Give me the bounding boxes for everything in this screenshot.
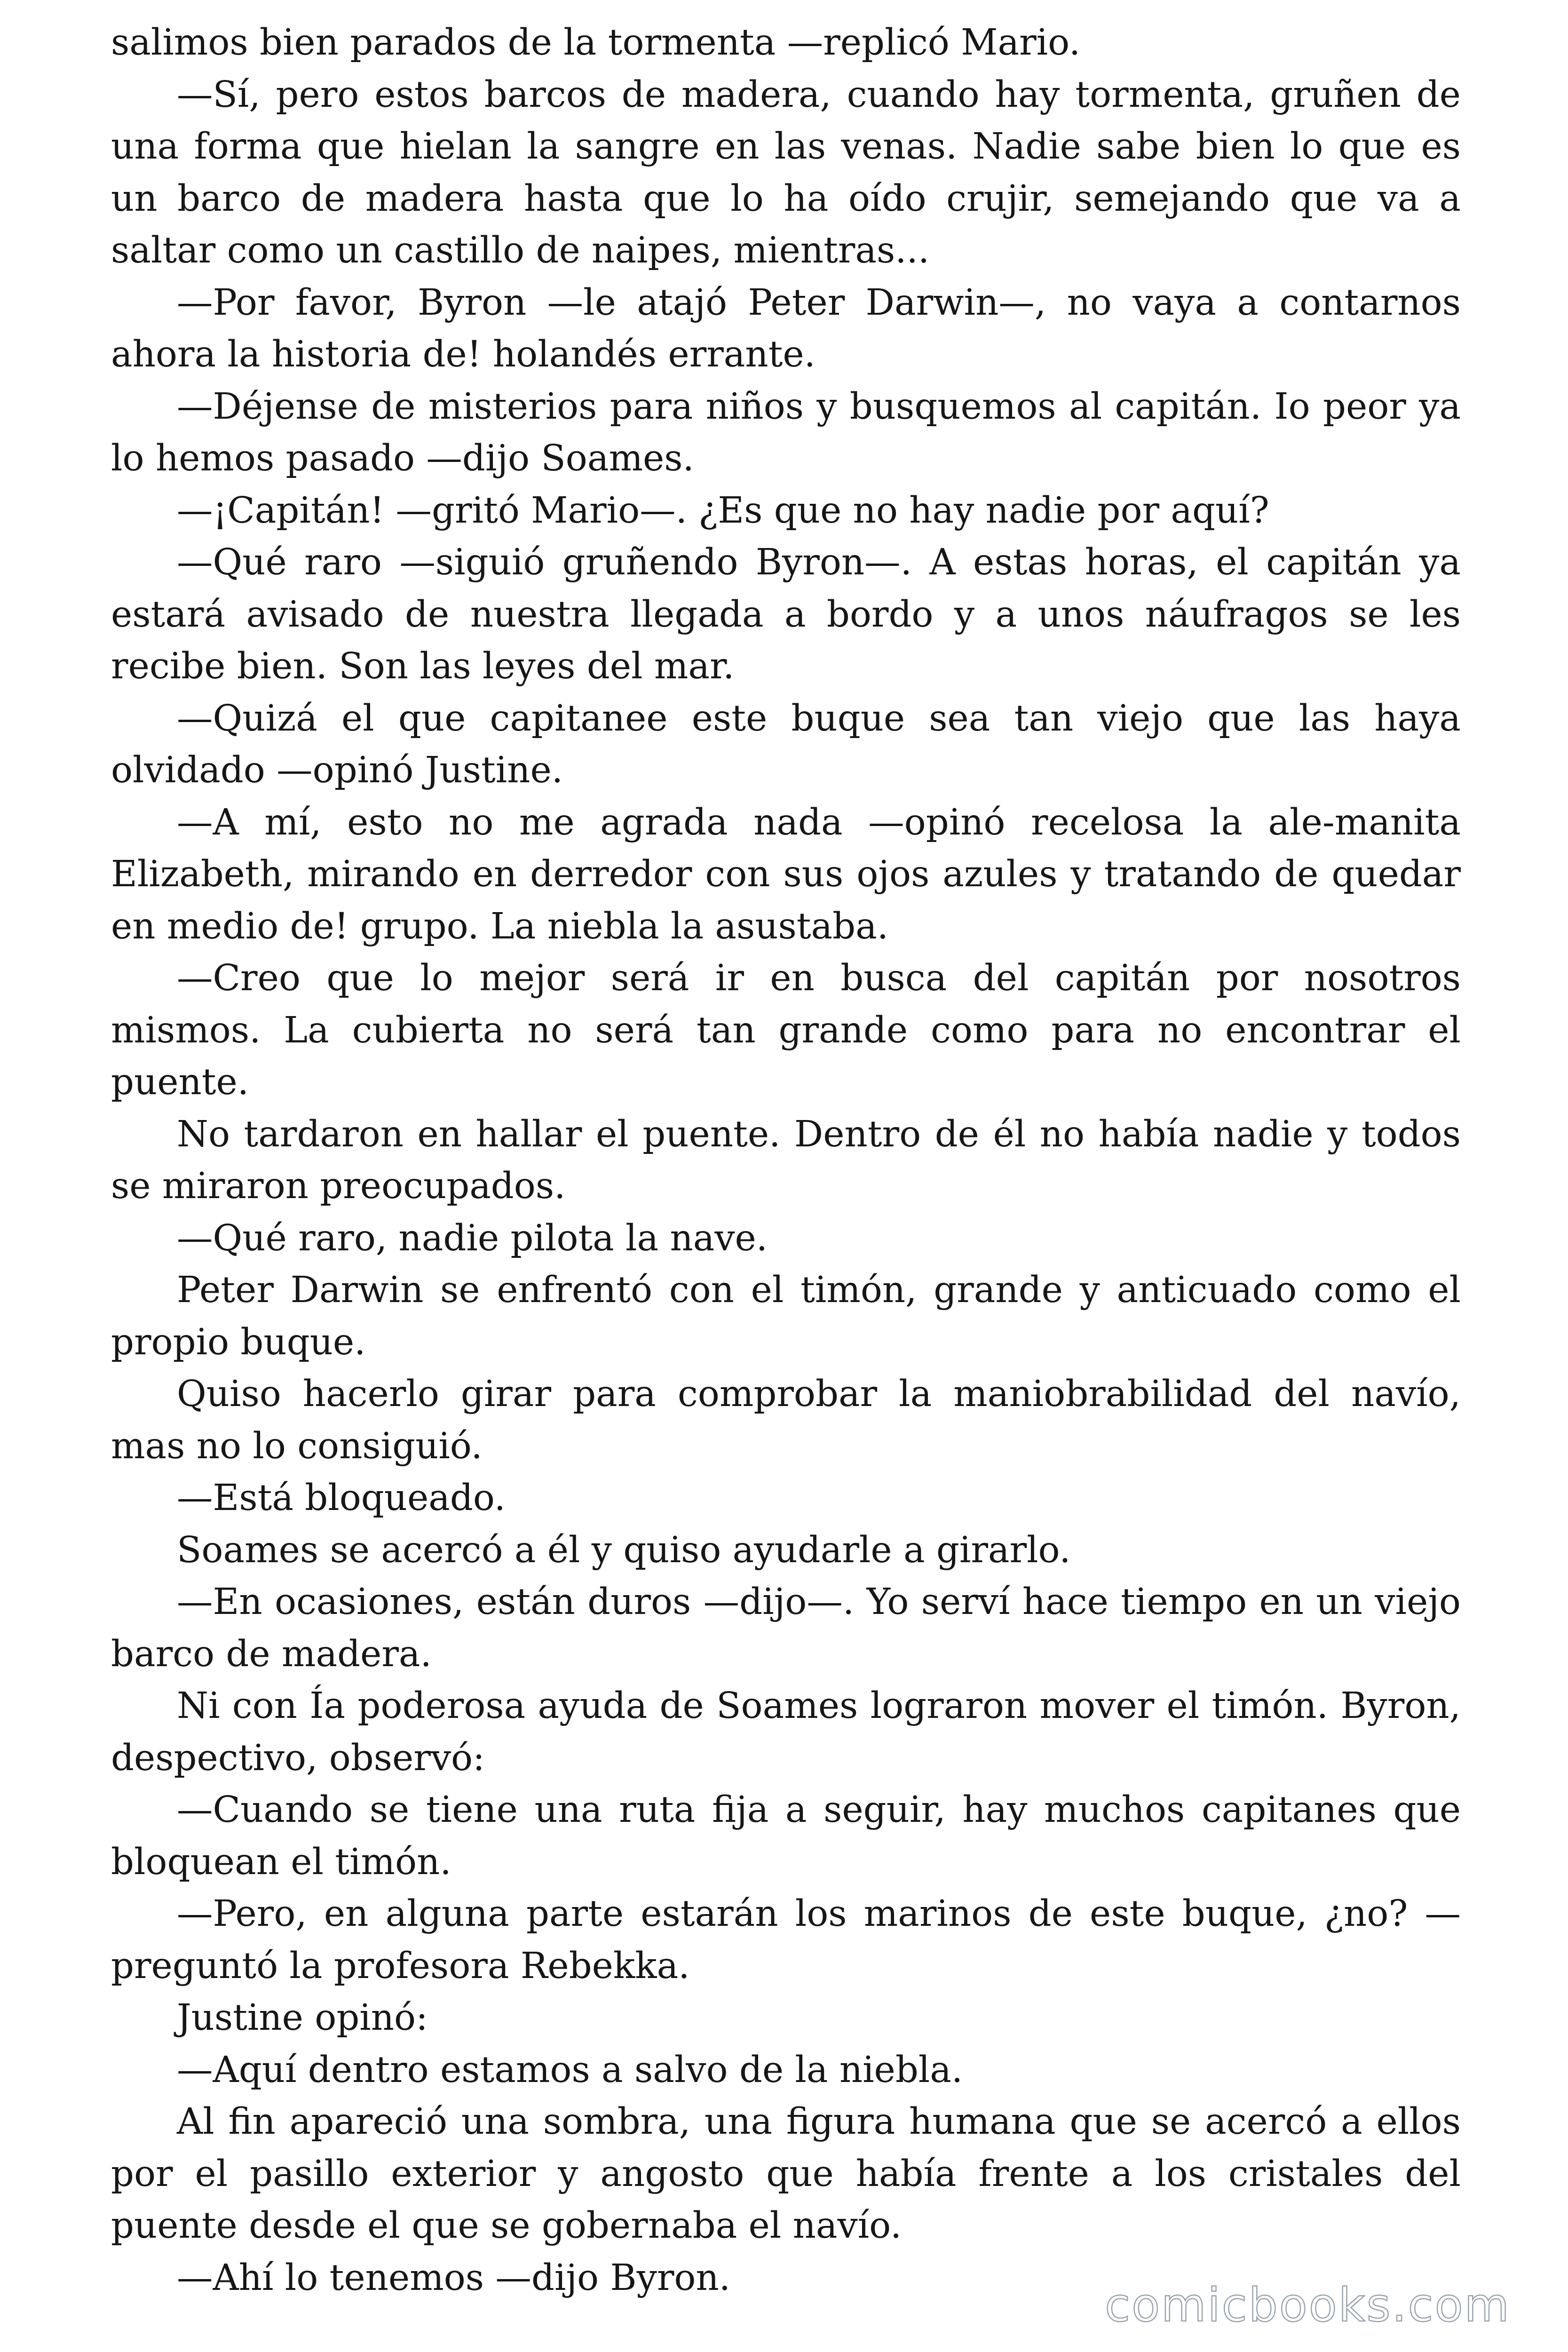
paragraph: —Está bloqueado. xyxy=(177,1477,506,1519)
paragraph: —Déjense de misterios para niños y busquemos al capitán. Io peor ya lo hemos pasado —dijo Soames. xyxy=(111,385,1461,479)
paragraph: —Pero, en alguna parte estarán los marinos de este buque, ¿no? —preguntó la profesora Rebekka. xyxy=(111,1893,1461,1987)
paragraph: Al fin apareció una sombra, una figura humana que se acercó a ellos por el pasillo exterior y angosto que había frente a los cristales del puente desde el que se gobernaba el navío. xyxy=(111,2101,1461,2247)
paragraph: salimos bien parados de la tormenta —replicó Mario. xyxy=(111,22,1081,64)
paragraph: —Ahí lo tenemos —dijo Byron. xyxy=(177,2257,731,2299)
book-page-text xyxy=(111,17,1461,2304)
paragraph: —Qué raro —siguió gruñendo Byron—. A estas horas, el capitán ya estará avisado de nuestra llegada a bordo y a unos náufragos se les recibe bien. Son las leyes del mar. xyxy=(111,541,1461,687)
paragraph: —En ocasiones, están duros —dijo—. Yo serví hace tiempo en un viejo barco de madera. xyxy=(111,1581,1461,1675)
paragraph: Peter Darwin se enfrentó con el timón, grande y anticuado como el propio buque. xyxy=(111,1269,1461,1363)
paragraph: —Sí, pero estos barcos de madera, cuando hay tormenta, gruñen de una forma que hielan la sangre en las venas. Nadie sabe bien lo que es un barco de madera hasta que lo ha oído crujir, semejando que va a saltar como un castillo de naipes, mientras... xyxy=(111,73,1461,271)
paragraph: Soames se acercó a él y quiso ayudarle a girarlo. xyxy=(177,1529,1071,1571)
paragraph: —Quizá el que capitanee este buque sea tan viejo que las haya olvidado —opinó Justine. xyxy=(111,697,1461,791)
paragraph: No tardaron en hallar el puente. Dentro de él no había nadie y todos se miraron preocupados. xyxy=(111,1113,1461,1207)
paragraph: Justine opinó: xyxy=(177,1997,428,2039)
paragraph: —Qué raro, nadie pilota la nave. xyxy=(177,1217,768,1259)
paragraph: Quiso hacerlo girar para comprobar la maniobrabilidad del navío, mas no lo consiguió. xyxy=(111,1373,1461,1467)
paragraph: Ni con Ía poderosa ayuda de Soames lograron mover el timón. Byron, despectivo, observó: xyxy=(111,1685,1461,1779)
paragraph: —¡Capitán! —gritó Mario—. ¿Es que no hay nadie por aquí? xyxy=(177,489,1269,532)
paragraph: —Por favor, Byron —le atajó Peter Darwin—, no vaya a contarnos ahora la historia de! holandés errante. xyxy=(111,281,1461,375)
watermark: comicbooks.com xyxy=(1105,2279,1511,2332)
paragraph: —A mí, esto no me agrada nada —opinó recelosa la ale-manita Elizabeth, mirando en derredor con sus ojos azules y tratando de quedar en medio de! grupo. La niebla la asustaba. xyxy=(111,801,1461,947)
paragraph: —Aquí dentro estamos a salvo de la niebla. xyxy=(177,2049,963,2091)
paragraph: —Creo que lo mejor será ir en busca del capitán por nosotros mismos. La cubierta no será tan grande como para no encontrar el puente. xyxy=(111,957,1461,1103)
paragraph: —Cuando se tiene una ruta fija a seguir, hay muchos capitanes que bloquean el timón. xyxy=(111,1789,1461,1883)
